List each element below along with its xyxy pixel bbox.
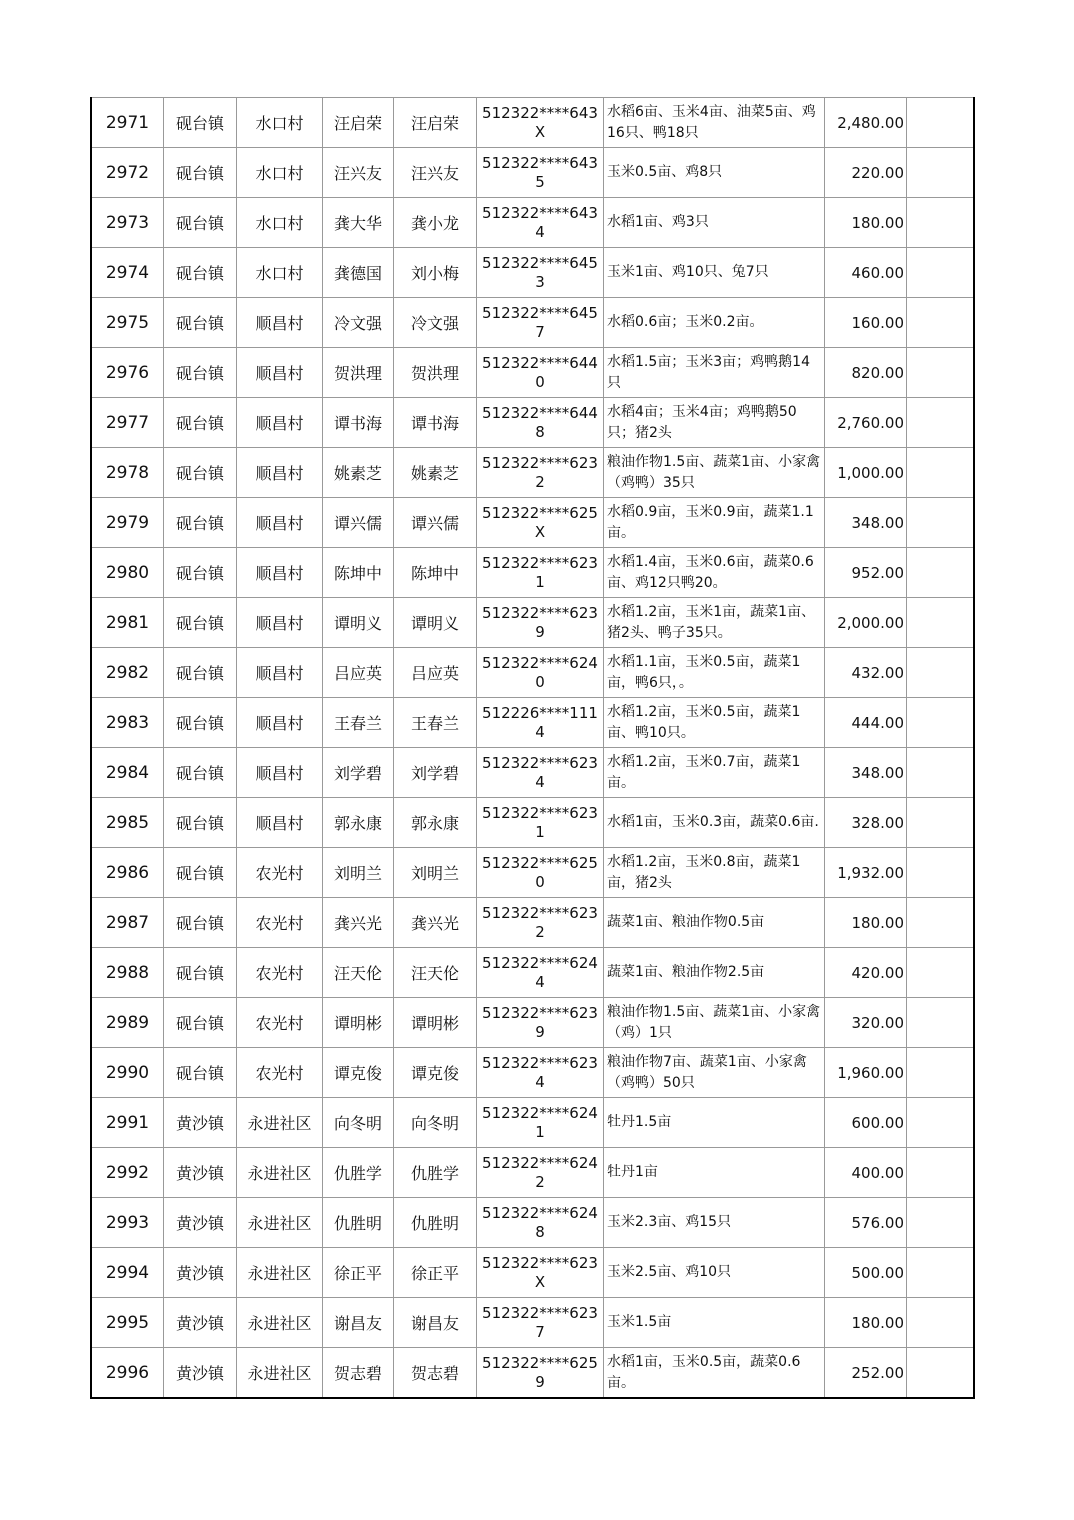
id-number-cell: 512322****6259 — [477, 1348, 604, 1399]
account-holder-cell: 汪启荣 — [394, 98, 477, 148]
household-head-cell: 刘明兰 — [323, 848, 394, 898]
amount-cell: 432.00 — [825, 648, 907, 698]
amount-cell: 1,960.00 — [825, 1048, 907, 1098]
town-cell: 黄沙镇 — [164, 1298, 237, 1348]
id-number-cell: 512322****6248 — [477, 1198, 604, 1248]
subsidy-table-sheet — [90, 97, 975, 1399]
amount-cell: 2,480.00 — [825, 98, 907, 148]
crops-description-cell: 玉米1.5亩 — [604, 1298, 825, 1348]
table-row — [91, 598, 974, 648]
household-head-cell: 仇胜明 — [323, 1198, 394, 1248]
town-cell: 砚台镇 — [164, 98, 237, 148]
crops-description-cell: 水稻1.2亩，玉米0.8亩，蔬菜1亩，猪2头 — [604, 848, 825, 898]
row-number: 2989 — [91, 998, 164, 1048]
amount-cell: 420.00 — [825, 948, 907, 998]
amount-cell: 160.00 — [825, 298, 907, 348]
crops-description-cell: 水稻1亩，玉米0.3亩，蔬菜0.6亩. — [604, 798, 825, 848]
town-cell: 砚台镇 — [164, 548, 237, 598]
id-number-cell: 512322****6244 — [477, 948, 604, 998]
id-number-cell: 512322****6231 — [477, 798, 604, 848]
household-head-cell: 刘学碧 — [323, 748, 394, 798]
id-number-cell: 512322****6240 — [477, 648, 604, 698]
account-holder-cell: 贺志碧 — [394, 1348, 477, 1399]
account-holder-cell: 谭明彬 — [394, 998, 477, 1048]
crops-description-cell: 水稻1亩、鸡3只 — [604, 198, 825, 248]
note-cell — [907, 748, 975, 798]
crops-description-cell: 粮油作物1.5亩、蔬菜1亩、小家禽（鸡鸭）35只 — [604, 448, 825, 498]
town-cell: 黄沙镇 — [164, 1248, 237, 1298]
row-number: 2974 — [91, 248, 164, 298]
note-cell — [907, 98, 975, 148]
crops-description-cell: 水稻1.2亩，玉米1亩，蔬菜1亩、猪2头、鸭子35只。 — [604, 598, 825, 648]
town-cell: 黄沙镇 — [164, 1098, 237, 1148]
table-row — [91, 148, 974, 198]
table-body — [91, 98, 974, 1399]
village-cell: 顺昌村 — [237, 698, 323, 748]
row-number: 2983 — [91, 698, 164, 748]
crops-description-cell: 水稻1.5亩；玉米3亩；鸡鸭鹅14只 — [604, 348, 825, 398]
table-row — [91, 1098, 974, 1148]
account-holder-cell: 刘小梅 — [394, 248, 477, 298]
table-row — [91, 948, 974, 998]
amount-cell: 252.00 — [825, 1348, 907, 1399]
household-head-cell: 谭克俊 — [323, 1048, 394, 1098]
household-head-cell: 陈坤中 — [323, 548, 394, 598]
id-number-cell: 512322****6232 — [477, 448, 604, 498]
row-number: 2984 — [91, 748, 164, 798]
row-number: 2991 — [91, 1098, 164, 1148]
id-number-cell: 512322****6448 — [477, 398, 604, 448]
household-head-cell: 龚德国 — [323, 248, 394, 298]
id-number-cell: 512322****6434 — [477, 198, 604, 248]
table-row — [91, 448, 974, 498]
account-holder-cell: 陈坤中 — [394, 548, 477, 598]
crops-description-cell: 玉米2.5亩、鸡10只 — [604, 1248, 825, 1298]
id-number-cell: 512322****6239 — [477, 998, 604, 1048]
note-cell — [907, 1348, 975, 1399]
table-row — [91, 348, 974, 398]
row-number: 2994 — [91, 1248, 164, 1298]
village-cell: 农光村 — [237, 848, 323, 898]
amount-cell: 180.00 — [825, 1298, 907, 1348]
town-cell: 砚台镇 — [164, 598, 237, 648]
table-row — [91, 748, 974, 798]
household-head-cell: 仇胜学 — [323, 1148, 394, 1198]
id-number-cell: 512322****6239 — [477, 598, 604, 648]
crops-description-cell: 水稻1.4亩，玉米0.6亩，蔬菜0.6亩、鸡12只鸭20。 — [604, 548, 825, 598]
town-cell: 黄沙镇 — [164, 1348, 237, 1399]
household-head-cell: 龚兴光 — [323, 898, 394, 948]
row-number: 2976 — [91, 348, 164, 398]
table-row — [91, 198, 974, 248]
village-cell: 顺昌村 — [237, 748, 323, 798]
town-cell: 砚台镇 — [164, 348, 237, 398]
crops-description-cell: 蔬菜1亩、粮油作物2.5亩 — [604, 948, 825, 998]
account-holder-cell: 冷文强 — [394, 298, 477, 348]
account-holder-cell: 谭兴儒 — [394, 498, 477, 548]
note-cell — [907, 848, 975, 898]
town-cell: 砚台镇 — [164, 398, 237, 448]
row-number: 2973 — [91, 198, 164, 248]
account-holder-cell: 姚素芝 — [394, 448, 477, 498]
table-row — [91, 998, 974, 1048]
row-number: 2985 — [91, 798, 164, 848]
table-row — [91, 698, 974, 748]
village-cell: 顺昌村 — [237, 598, 323, 648]
village-cell: 农光村 — [237, 998, 323, 1048]
table-row — [91, 1248, 974, 1298]
account-holder-cell: 谭明义 — [394, 598, 477, 648]
id-number-cell: 512322****6237 — [477, 1298, 604, 1348]
row-number: 2987 — [91, 898, 164, 948]
village-cell: 农光村 — [237, 1048, 323, 1098]
village-cell: 永进社区 — [237, 1198, 323, 1248]
amount-cell: 2,000.00 — [825, 598, 907, 648]
town-cell: 砚台镇 — [164, 998, 237, 1048]
note-cell — [907, 798, 975, 848]
id-number-cell: 512322****6232 — [477, 898, 604, 948]
row-number: 2980 — [91, 548, 164, 598]
table-row — [91, 848, 974, 898]
village-cell: 永进社区 — [237, 1098, 323, 1148]
household-head-cell: 吕应英 — [323, 648, 394, 698]
household-head-cell: 汪启荣 — [323, 98, 394, 148]
household-head-cell: 汪天伦 — [323, 948, 394, 998]
note-cell — [907, 1048, 975, 1098]
id-number-cell: 512322****643X — [477, 98, 604, 148]
crops-description-cell: 水稻0.6亩；玉米0.2亩。 — [604, 298, 825, 348]
note-cell — [907, 698, 975, 748]
town-cell: 砚台镇 — [164, 248, 237, 298]
account-holder-cell: 汪天伦 — [394, 948, 477, 998]
id-number-cell: 512322****6440 — [477, 348, 604, 398]
household-head-cell: 龚大华 — [323, 198, 394, 248]
town-cell: 砚台镇 — [164, 498, 237, 548]
note-cell — [907, 1148, 975, 1198]
table-row — [91, 1298, 974, 1348]
town-cell: 砚台镇 — [164, 448, 237, 498]
row-number: 2979 — [91, 498, 164, 548]
village-cell: 永进社区 — [237, 1248, 323, 1298]
household-head-cell: 谭明彬 — [323, 998, 394, 1048]
note-cell — [907, 1098, 975, 1148]
amount-cell: 348.00 — [825, 498, 907, 548]
note-cell — [907, 598, 975, 648]
amount-cell: 820.00 — [825, 348, 907, 398]
village-cell: 顺昌村 — [237, 498, 323, 548]
village-cell: 顺昌村 — [237, 348, 323, 398]
row-number: 2986 — [91, 848, 164, 898]
village-cell: 顺昌村 — [237, 448, 323, 498]
note-cell — [907, 948, 975, 998]
note-cell — [907, 898, 975, 948]
id-number-cell: 512322****6457 — [477, 298, 604, 348]
household-head-cell: 郭永康 — [323, 798, 394, 848]
table-row — [91, 898, 974, 948]
household-head-cell: 谢昌友 — [323, 1298, 394, 1348]
crops-description-cell: 水稻1.2亩，玉米0.5亩，蔬菜1亩、鸭10只。 — [604, 698, 825, 748]
id-number-cell: 512322****6234 — [477, 1048, 604, 1098]
amount-cell: 180.00 — [825, 198, 907, 248]
note-cell — [907, 248, 975, 298]
village-cell: 农光村 — [237, 898, 323, 948]
table-row — [91, 648, 974, 698]
town-cell: 砚台镇 — [164, 748, 237, 798]
village-cell: 顺昌村 — [237, 548, 323, 598]
table-row — [91, 298, 974, 348]
note-cell — [907, 498, 975, 548]
note-cell — [907, 998, 975, 1048]
table-row — [91, 798, 974, 848]
row-number: 2990 — [91, 1048, 164, 1098]
account-holder-cell: 贺洪理 — [394, 348, 477, 398]
note-cell — [907, 348, 975, 398]
table-row — [91, 1148, 974, 1198]
id-number-cell: 512322****6250 — [477, 848, 604, 898]
village-cell: 永进社区 — [237, 1298, 323, 1348]
town-cell: 砚台镇 — [164, 648, 237, 698]
id-number-cell: 512226****1114 — [477, 698, 604, 748]
amount-cell: 180.00 — [825, 898, 907, 948]
note-cell — [907, 148, 975, 198]
town-cell: 砚台镇 — [164, 198, 237, 248]
amount-cell: 600.00 — [825, 1098, 907, 1148]
amount-cell: 348.00 — [825, 748, 907, 798]
note-cell — [907, 398, 975, 448]
amount-cell: 500.00 — [825, 1248, 907, 1298]
crops-description-cell: 玉米1亩、鸡10只、兔7只 — [604, 248, 825, 298]
note-cell — [907, 198, 975, 248]
account-holder-cell: 谭书海 — [394, 398, 477, 448]
town-cell: 黄沙镇 — [164, 1198, 237, 1248]
crops-description-cell: 粮油作物1.5亩、蔬菜1亩、小家禽（鸡）1只 — [604, 998, 825, 1048]
note-cell — [907, 1248, 975, 1298]
town-cell: 砚台镇 — [164, 848, 237, 898]
household-head-cell: 冷文强 — [323, 298, 394, 348]
note-cell — [907, 298, 975, 348]
row-number: 2995 — [91, 1298, 164, 1348]
village-cell: 农光村 — [237, 948, 323, 998]
account-holder-cell: 郭永康 — [394, 798, 477, 848]
crops-description-cell: 水稻0.9亩，玉米0.9亩，蔬菜1.1亩。 — [604, 498, 825, 548]
row-number: 2993 — [91, 1198, 164, 1248]
row-number: 2982 — [91, 648, 164, 698]
household-head-cell: 谭书海 — [323, 398, 394, 448]
account-holder-cell: 谢昌友 — [394, 1298, 477, 1348]
account-holder-cell: 刘明兰 — [394, 848, 477, 898]
account-holder-cell: 谭克俊 — [394, 1048, 477, 1098]
crops-description-cell: 粮油作物7亩、蔬菜1亩、小家禽（鸡鸭）50只 — [604, 1048, 825, 1098]
amount-cell: 400.00 — [825, 1148, 907, 1198]
household-head-cell: 徐正平 — [323, 1248, 394, 1298]
amount-cell: 952.00 — [825, 548, 907, 598]
amount-cell: 576.00 — [825, 1198, 907, 1248]
table-row — [91, 498, 974, 548]
town-cell: 砚台镇 — [164, 148, 237, 198]
village-cell: 水口村 — [237, 148, 323, 198]
crops-description-cell: 水稻1.1亩，玉米0.5亩，蔬菜1亩，鸭6只，。 — [604, 648, 825, 698]
village-cell: 水口村 — [237, 198, 323, 248]
household-head-cell: 贺洪理 — [323, 348, 394, 398]
amount-cell: 460.00 — [825, 248, 907, 298]
table-row — [91, 98, 974, 148]
amount-cell: 328.00 — [825, 798, 907, 848]
table-row — [91, 248, 974, 298]
amount-cell: 1,000.00 — [825, 448, 907, 498]
crops-description-cell: 牡丹1亩 — [604, 1148, 825, 1198]
id-number-cell: 512322****623X — [477, 1248, 604, 1298]
amount-cell: 220.00 — [825, 148, 907, 198]
row-number: 2992 — [91, 1148, 164, 1198]
account-holder-cell: 王春兰 — [394, 698, 477, 748]
town-cell: 砚台镇 — [164, 1048, 237, 1098]
town-cell: 砚台镇 — [164, 898, 237, 948]
household-head-cell: 汪兴友 — [323, 148, 394, 198]
note-cell — [907, 1198, 975, 1248]
row-number: 2988 — [91, 948, 164, 998]
id-number-cell: 512322****625X — [477, 498, 604, 548]
village-cell: 顺昌村 — [237, 398, 323, 448]
household-head-cell: 谭兴儒 — [323, 498, 394, 548]
household-head-cell: 贺志碧 — [323, 1348, 394, 1399]
table-row — [91, 1348, 974, 1399]
crops-description-cell: 水稻6亩、玉米4亩、油菜5亩、鸡16只、鸭18只 — [604, 98, 825, 148]
village-cell: 顺昌村 — [237, 648, 323, 698]
account-holder-cell: 向冬明 — [394, 1098, 477, 1148]
subsidy-table — [90, 97, 975, 1399]
crops-description-cell: 玉米2.3亩、鸡15只 — [604, 1198, 825, 1248]
row-number: 2977 — [91, 398, 164, 448]
household-head-cell: 姚素芝 — [323, 448, 394, 498]
village-cell: 永进社区 — [237, 1148, 323, 1198]
town-cell: 砚台镇 — [164, 798, 237, 848]
town-cell: 砚台镇 — [164, 698, 237, 748]
account-holder-cell: 仇胜明 — [394, 1198, 477, 1248]
id-number-cell: 512322****6242 — [477, 1148, 604, 1198]
town-cell: 黄沙镇 — [164, 1148, 237, 1198]
village-cell: 水口村 — [237, 98, 323, 148]
crops-description-cell: 水稻1.2亩，玉米0.7亩，蔬菜1亩。 — [604, 748, 825, 798]
household-head-cell: 王春兰 — [323, 698, 394, 748]
amount-cell: 2,760.00 — [825, 398, 907, 448]
amount-cell: 444.00 — [825, 698, 907, 748]
account-holder-cell: 徐正平 — [394, 1248, 477, 1298]
row-number: 2972 — [91, 148, 164, 198]
account-holder-cell: 吕应英 — [394, 648, 477, 698]
crops-description-cell: 蔬菜1亩、粮油作物0.5亩 — [604, 898, 825, 948]
household-head-cell: 向冬明 — [323, 1098, 394, 1148]
household-head-cell: 谭明义 — [323, 598, 394, 648]
note-cell — [907, 548, 975, 598]
amount-cell: 1,932.00 — [825, 848, 907, 898]
table-row — [91, 1198, 974, 1248]
crops-description-cell: 牡丹1.5亩 — [604, 1098, 825, 1148]
crops-description-cell: 水稻1亩，玉米0.5亩，蔬菜0.6亩。 — [604, 1348, 825, 1399]
account-holder-cell: 仇胜学 — [394, 1148, 477, 1198]
crops-description-cell: 水稻4亩；玉米4亩；鸡鸭鹅50只；猪2头 — [604, 398, 825, 448]
table-row — [91, 398, 974, 448]
row-number: 2978 — [91, 448, 164, 498]
account-holder-cell: 龚兴光 — [394, 898, 477, 948]
account-holder-cell: 汪兴友 — [394, 148, 477, 198]
row-number: 2981 — [91, 598, 164, 648]
town-cell: 砚台镇 — [164, 298, 237, 348]
village-cell: 水口村 — [237, 248, 323, 298]
note-cell — [907, 448, 975, 498]
id-number-cell: 512322****6231 — [477, 548, 604, 598]
id-number-cell: 512322****6234 — [477, 748, 604, 798]
village-cell: 顺昌村 — [237, 298, 323, 348]
amount-cell: 320.00 — [825, 998, 907, 1048]
account-holder-cell: 刘学碧 — [394, 748, 477, 798]
note-cell — [907, 1298, 975, 1348]
id-number-cell: 512322****6453 — [477, 248, 604, 298]
id-number-cell: 512322****6435 — [477, 148, 604, 198]
row-number: 2975 — [91, 298, 164, 348]
row-number: 2971 — [91, 98, 164, 148]
village-cell: 顺昌村 — [237, 798, 323, 848]
table-row — [91, 1048, 974, 1098]
table-row — [91, 548, 974, 598]
crops-description-cell: 玉米0.5亩、鸡8只 — [604, 148, 825, 198]
id-number-cell: 512322****6241 — [477, 1098, 604, 1148]
village-cell: 永进社区 — [237, 1348, 323, 1399]
town-cell: 砚台镇 — [164, 948, 237, 998]
account-holder-cell: 龚小龙 — [394, 198, 477, 248]
row-number: 2996 — [91, 1348, 164, 1399]
note-cell — [907, 648, 975, 698]
